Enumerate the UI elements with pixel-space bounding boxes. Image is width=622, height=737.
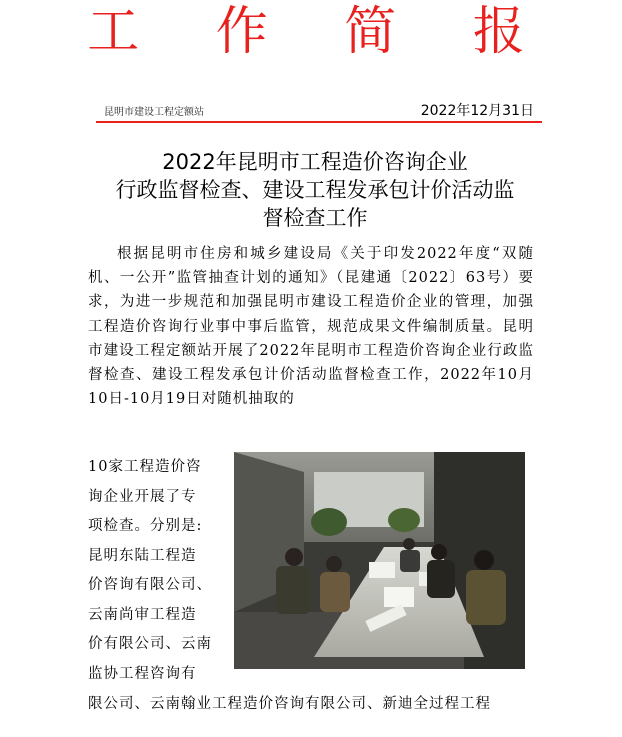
text-line: 昆明东陆工程造	[88, 547, 197, 564]
meeting-photo	[234, 452, 525, 669]
masthead-title: 工 作 简 报	[87, 2, 555, 62]
text-line: 监协工程咨询有	[88, 665, 197, 682]
text-line: 项检查。分别是:	[88, 518, 203, 534]
meta-row	[100, 100, 542, 120]
text-line: 云南尚审工程造	[88, 606, 197, 623]
wrapped-text-column	[88, 453, 228, 689]
continuation-line: 限公司、云南翰业工程造价咨询有限公司、新迪全过程工程	[88, 696, 491, 712]
text-line: 价有限公司、云南	[88, 636, 212, 652]
article-title	[80, 148, 550, 232]
masthead-rule	[96, 121, 542, 123]
text-line: 询企业开展了专	[88, 488, 197, 505]
publisher: 昆明市建设工程定额站	[104, 107, 204, 118]
text-line: 价咨询有限公司、	[88, 577, 212, 593]
title-line: 督检查工作	[262, 206, 368, 230]
text-line: 10家工程造价咨	[88, 459, 202, 475]
title-line: 行政监督检查、建设工程发承包计价活动监	[115, 178, 515, 202]
issue-date: 2022年12月31日	[420, 103, 534, 119]
title-line: 2022年昆明市工程造价咨询企业	[162, 150, 468, 174]
body-paragraph: 根据昆明市住房和城乡建设局《关于印发2022年度“双随机、一公开”监管抽查计划的通知》（昆建通〔2022〕63号）要求，为进一步规范和加强昆明市建设工程造价企业的管理，加强工程造价咨询行业事中事后监管，规范成果文件编制质量。昆明市建设工程定额站开展了2022年昆明市工程造价咨询企业行政监督检查、建设工程发承包计价活动监督检查工作，2022年10月10日-10月19日对随机抽取的	[88, 246, 534, 408]
